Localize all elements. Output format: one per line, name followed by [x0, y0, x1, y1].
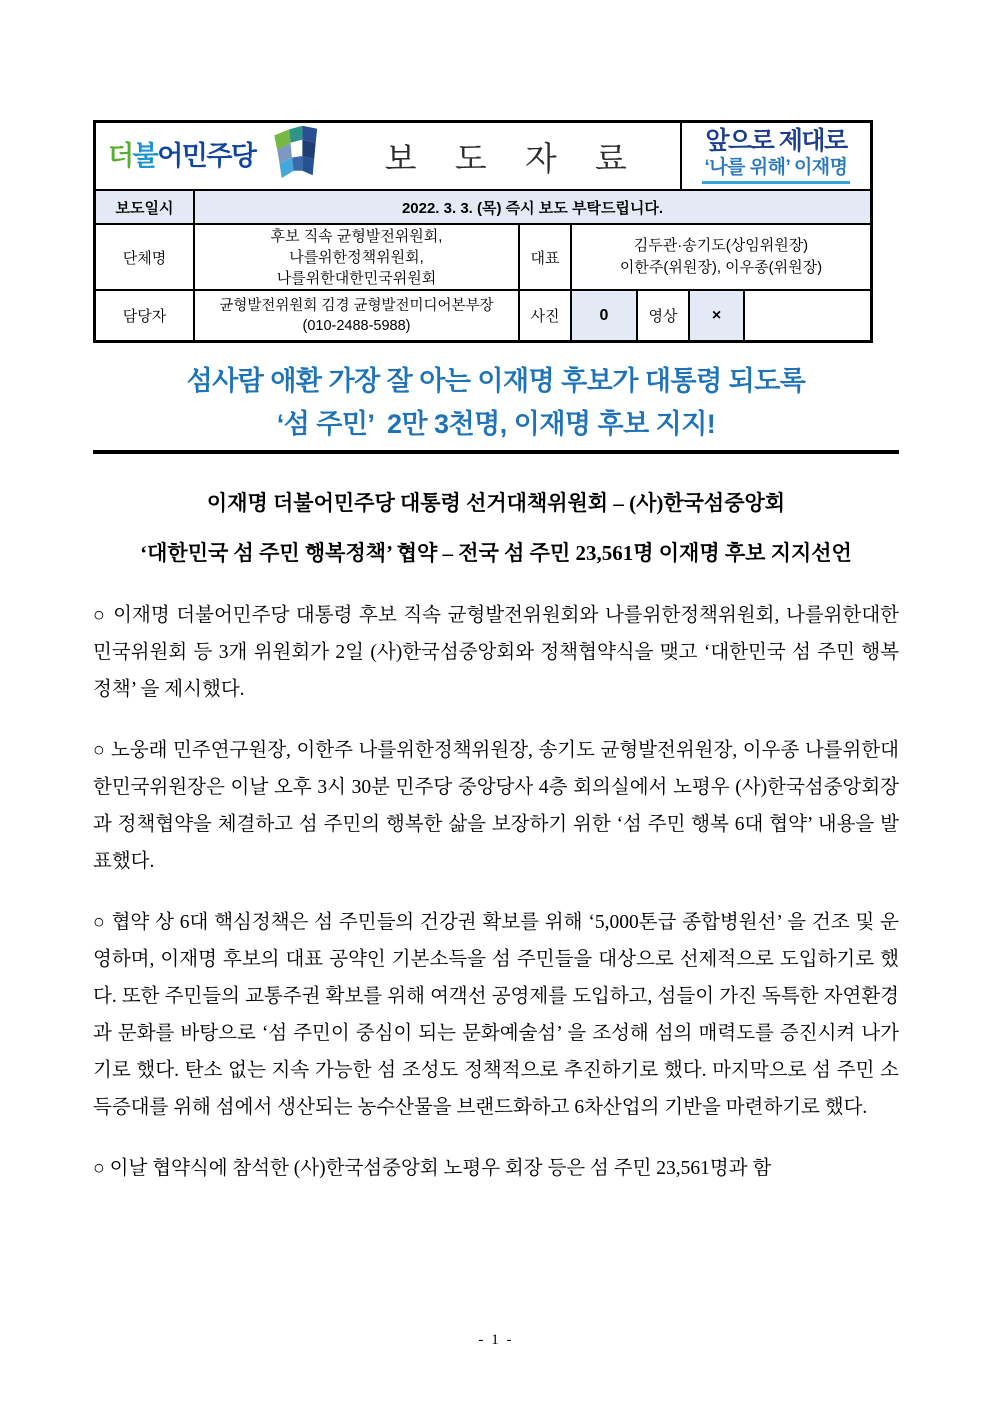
contact-row: [96, 289, 870, 340]
press-date-row: [96, 189, 870, 223]
campaign-slogan: [680, 123, 870, 189]
organization-value: [193, 225, 518, 289]
representative-line: 김두관·송기도(상임위원장): [633, 237, 809, 254]
doc-type-title: 보 도 자 료: [384, 141, 642, 178]
headline-divider: [93, 450, 899, 454]
headline-line2: ‘섬 주민’ 2만 3천명, 이재명 후보 지지!: [276, 409, 716, 439]
headline: [93, 360, 899, 446]
video-label: 영상: [636, 291, 688, 340]
logo-char-green: 더: [108, 140, 133, 171]
contact-line: 균형발전위원회 김경 균형발전미디어본부장: [219, 297, 494, 314]
organization-row: [96, 223, 870, 289]
video-value: ×: [688, 291, 743, 340]
photo-value: 0: [570, 291, 636, 340]
page-number: - 1 -: [478, 1332, 514, 1348]
contact-line: (010-2488-5988): [302, 317, 411, 334]
doc-type-title-cell: [332, 123, 680, 189]
party-logo: [96, 123, 332, 189]
headline-line1: 섬사람 애환 가장 잘 아는 이재명 후보가 대통령 되도록: [186, 366, 806, 396]
organization-line: 후보 직속 균형발전위원회,: [270, 227, 443, 245]
press-date-label: 보도일시: [115, 199, 174, 217]
subtitle-line1: 이재명 더불어민주당 대통령 선거대책위원회 – (사)한국섬중앙회: [206, 491, 786, 515]
contact-label: 담당자: [122, 308, 167, 325]
representative-value: [570, 225, 870, 289]
press-date-value: 2022. 3. 3. (목) 즉시 보도 부탁드립니다.: [193, 191, 870, 223]
logo-char-cyan: 불: [132, 140, 158, 171]
body-paragraph: ○ 이날 협약식에 참석한 (사)한국섬중앙회 노평우 회장 등은 섬 주민 23,561명과 함: [93, 1158, 772, 1179]
organization-line: 나를위한대한민국위원회: [276, 269, 437, 287]
organization-line: 나를위한정책위원회,: [289, 248, 424, 266]
organization-label: 단체명: [122, 249, 167, 267]
slogan-line2: ‘나를 위해’ 이재명: [702, 156, 849, 184]
press-release-info-table: [93, 120, 873, 343]
party-logo-text: [108, 140, 256, 171]
logo-chars-blue: 어민주당: [157, 140, 256, 171]
photo-label: 사진: [518, 291, 570, 340]
contact-value: [193, 291, 518, 340]
table-header-row: [96, 123, 870, 189]
representative-line: 이한주(위원장), 이우종(위원장): [619, 259, 823, 276]
party-flag-icon: [258, 125, 332, 187]
body-text: [93, 597, 899, 1211]
body-paragraph: ○ 협약 상 6대 핵심정책은 섬 주민들의 건강권 확보를 위해 ‘5,000톤급 종합병원선’ 을 건조 및 운영하며, 이재명 후보의 대표 공약인 기본소득을 섬 주민들을 대상으로 선제적으로 도입하기로 했다. 또한 주민들의 교통주권 확보를 위해 여객선 공영제를 도입하고, 섬들이 가진 독특한 자연환경과 문화를 바탕으로 ‘섬 주민이 중심이 되는 문화예술섬’ 을 조성해 섬의 매력도를 증진시켜 나가기로 했다. 탄소 없는 지속 가능한 섬 조성도 정책적으로 추진하기로 했다. 마지막으로 섬 주민 소득증대를 위해 섬에서 생산되는 농수산물을 브랜드화하고 6차산업의 기반을 마련하기로 했다.: [93, 912, 899, 1118]
subtitle: [93, 478, 899, 578]
slogan-line1: 앞으로 제대로: [705, 127, 847, 156]
body-paragraph: ○ 이재명 더불어민주당 대통령 후보 직속 균형발전위원회와 나를위한정책위원회, 나를위한대한민국위원회 등 3개 위원회가 2일 (사)한국섬중앙회와 정책협약식을 맺고 ‘대한민국 섬 주민 행복정책’ 을 제시했다.: [93, 605, 899, 700]
contact-empty-cell: [743, 291, 870, 340]
subtitle-line2: ‘대한민국 섬 주민 행복정책’ 협약 – 전국 섬 주민 23,561명 이재명 후보 지지선언: [140, 541, 852, 565]
representative-label: 대표: [518, 225, 570, 289]
body-paragraph: ○ 노웅래 민주연구원장, 이한주 나를위한정책위원장, 송기도 균형발전위원장, 이우종 나를위한대한민국위원장은 이날 오후 3시 30분 민주당 중앙당사 4층 회의실에서 노평우 (사)한국섬중앙회장과 정책협약을 체결하고 섬 주민의 행복한 삶을 보장하기 위한 ‘섬 주민 행복 6대 협약’ 내용을 발표했다.: [93, 740, 899, 872]
